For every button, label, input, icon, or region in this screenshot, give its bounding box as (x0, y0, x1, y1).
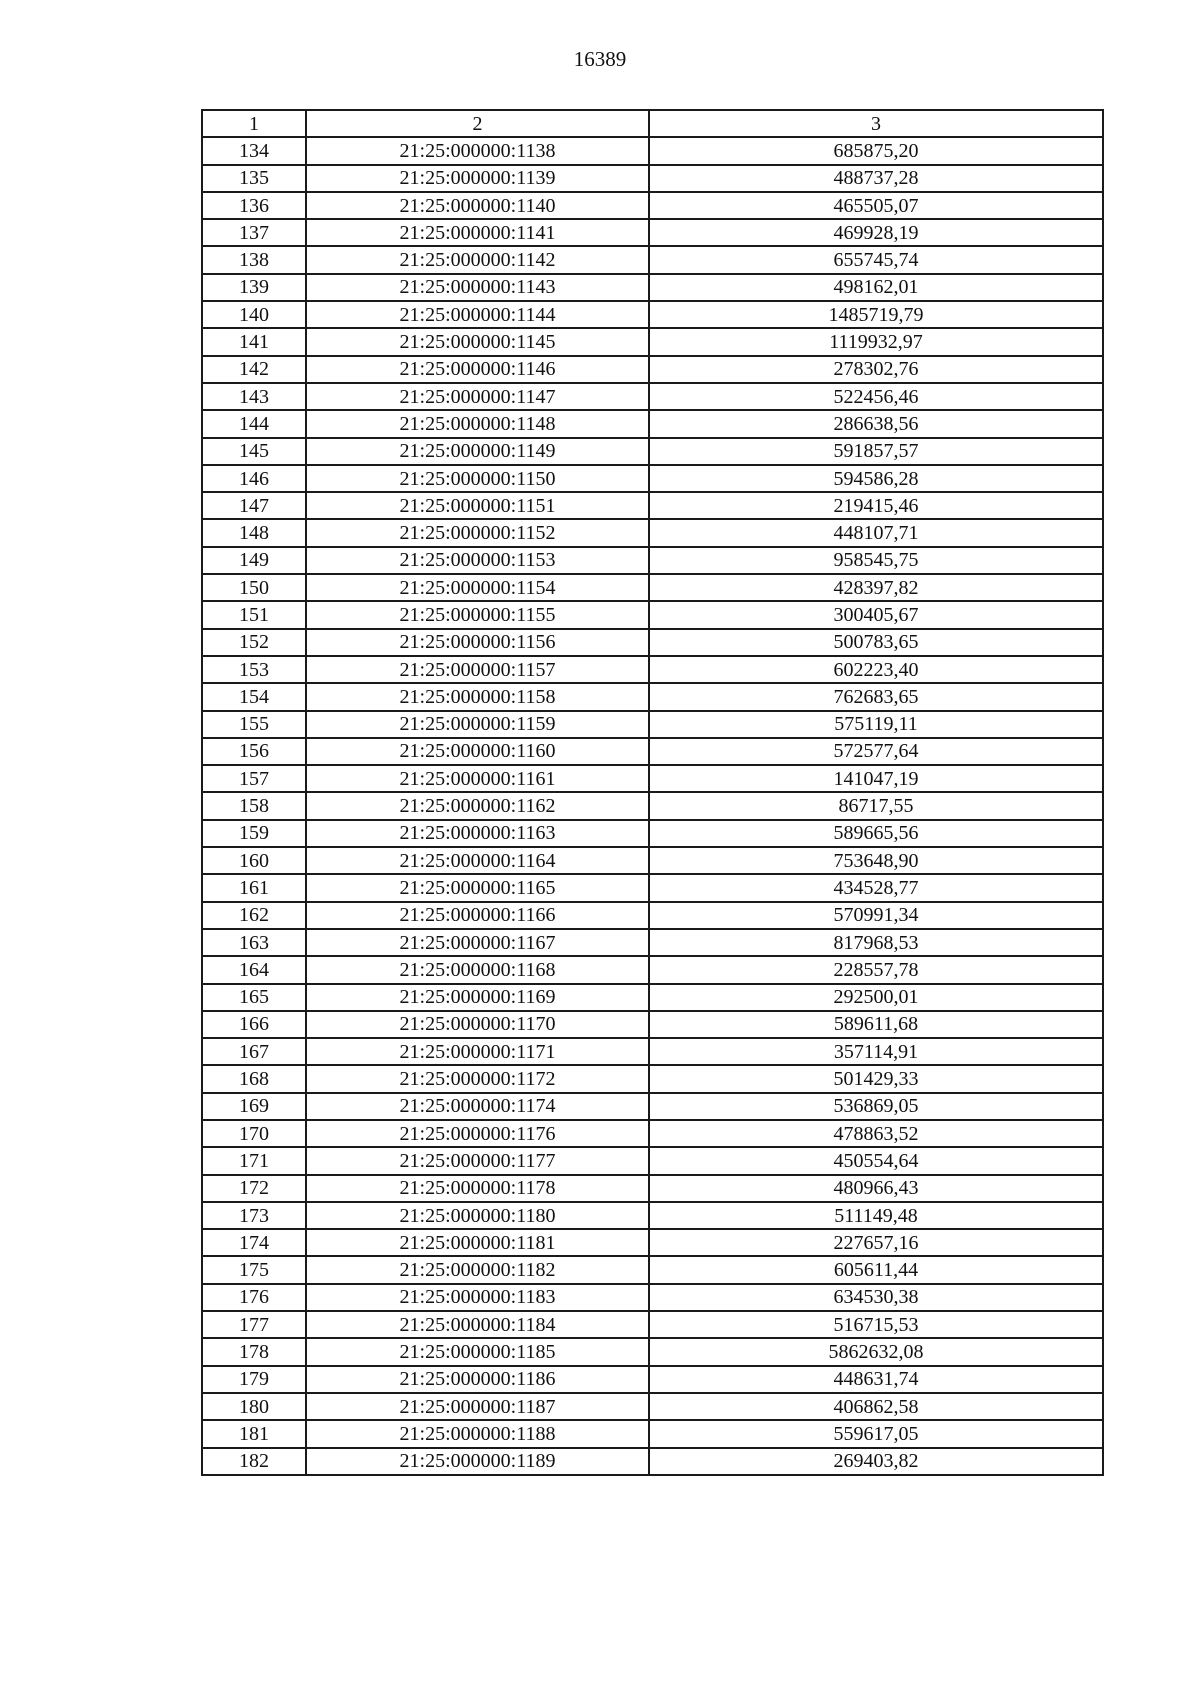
header-row (202, 110, 1103, 137)
table-row (202, 820, 1103, 847)
row-number-cell: 163 (202, 929, 306, 956)
row-number-cell: 170 (202, 1120, 306, 1147)
value-cell: 516715,53 (649, 1311, 1103, 1338)
row-number-cell: 156 (202, 738, 306, 765)
cadastral-number-cell: 21:25:000000:1167 (306, 929, 649, 956)
cadastral-number-cell: 21:25:000000:1176 (306, 1120, 649, 1147)
row-number-cell: 146 (202, 465, 306, 492)
value-cell: 448107,71 (649, 519, 1103, 546)
value-cell: 434528,77 (649, 874, 1103, 901)
value-cell: 278302,76 (649, 356, 1103, 383)
table-row (202, 547, 1103, 574)
table-header (202, 110, 1103, 137)
value-cell: 605611,44 (649, 1256, 1103, 1283)
value-cell: 570991,34 (649, 902, 1103, 929)
table-row (202, 192, 1103, 219)
row-number-cell: 136 (202, 192, 306, 219)
row-number-cell: 168 (202, 1065, 306, 1092)
value-cell: 227657,16 (649, 1229, 1103, 1256)
table-row (202, 1120, 1103, 1147)
table-row (202, 765, 1103, 792)
row-number-cell: 164 (202, 956, 306, 983)
table-row (202, 1366, 1103, 1393)
table-row (202, 465, 1103, 492)
cadastral-number-cell: 21:25:000000:1144 (306, 301, 649, 328)
table-row (202, 1011, 1103, 1038)
row-number-cell: 177 (202, 1311, 306, 1338)
cadastral-number-cell: 21:25:000000:1145 (306, 328, 649, 355)
row-number-cell: 171 (202, 1147, 306, 1174)
row-number-cell: 140 (202, 301, 306, 328)
table-row (202, 683, 1103, 710)
value-cell: 501429,33 (649, 1065, 1103, 1092)
value-cell: 602223,40 (649, 656, 1103, 683)
column-header-1: 1 (202, 110, 306, 137)
cadastral-number-cell: 21:25:000000:1189 (306, 1448, 649, 1475)
table-row (202, 1393, 1103, 1420)
cadastral-number-cell: 21:25:000000:1150 (306, 465, 649, 492)
cadastral-number-cell: 21:25:000000:1146 (306, 356, 649, 383)
column-header-2: 2 (306, 110, 649, 137)
cadastral-number-cell: 21:25:000000:1182 (306, 1256, 649, 1283)
value-cell: 5862632,08 (649, 1338, 1103, 1365)
value-cell: 286638,56 (649, 410, 1103, 437)
row-number-cell: 178 (202, 1338, 306, 1365)
table-row (202, 438, 1103, 465)
row-number-cell: 174 (202, 1229, 306, 1256)
table-row (202, 1448, 1103, 1475)
table-row (202, 1175, 1103, 1202)
cadastral-number-cell: 21:25:000000:1139 (306, 165, 649, 192)
table-row (202, 847, 1103, 874)
table-row (202, 902, 1103, 929)
cadastral-number-cell: 21:25:000000:1158 (306, 683, 649, 710)
cadastral-number-cell: 21:25:000000:1174 (306, 1093, 649, 1120)
row-number-cell: 176 (202, 1284, 306, 1311)
cadastral-number-cell: 21:25:000000:1160 (306, 738, 649, 765)
value-cell: 498162,01 (649, 274, 1103, 301)
table-row (202, 492, 1103, 519)
value-cell: 655745,74 (649, 246, 1103, 273)
row-number-cell: 159 (202, 820, 306, 847)
value-cell: 428397,82 (649, 574, 1103, 601)
cadastral-number-cell: 21:25:000000:1148 (306, 410, 649, 437)
value-cell: 406862,58 (649, 1393, 1103, 1420)
row-number-cell: 150 (202, 574, 306, 601)
value-cell: 559617,05 (649, 1420, 1103, 1447)
cadastral-number-cell: 21:25:000000:1147 (306, 383, 649, 410)
table-row (202, 1093, 1103, 1120)
table-row (202, 137, 1103, 164)
row-number-cell: 141 (202, 328, 306, 355)
value-cell: 469928,19 (649, 219, 1103, 246)
table-row (202, 246, 1103, 273)
row-number-cell: 137 (202, 219, 306, 246)
table-row (202, 219, 1103, 246)
row-number-cell: 172 (202, 1175, 306, 1202)
value-cell: 292500,01 (649, 984, 1103, 1011)
table-row (202, 984, 1103, 1011)
value-cell: 219415,46 (649, 492, 1103, 519)
value-cell: 589611,68 (649, 1011, 1103, 1038)
value-cell: 685875,20 (649, 137, 1103, 164)
row-number-cell: 160 (202, 847, 306, 874)
page-number: 16389 (573, 47, 627, 71)
table-row (202, 165, 1103, 192)
cadastral-number-cell: 21:25:000000:1183 (306, 1284, 649, 1311)
table-row (202, 1229, 1103, 1256)
table-row (202, 574, 1103, 601)
table-row (202, 1038, 1103, 1065)
cadastral-number-cell: 21:25:000000:1161 (306, 765, 649, 792)
row-number-cell: 157 (202, 765, 306, 792)
value-cell: 300405,67 (649, 601, 1103, 628)
cadastral-number-cell: 21:25:000000:1163 (306, 820, 649, 847)
table-row (202, 274, 1103, 301)
row-number-cell: 173 (202, 1202, 306, 1229)
cadastral-number-cell: 21:25:000000:1170 (306, 1011, 649, 1038)
table-row (202, 1147, 1103, 1174)
table-row (202, 711, 1103, 738)
row-number-cell: 147 (202, 492, 306, 519)
cadastral-number-cell: 21:25:000000:1152 (306, 519, 649, 546)
table-row (202, 929, 1103, 956)
value-cell: 480966,43 (649, 1175, 1103, 1202)
row-number-cell: 161 (202, 874, 306, 901)
row-number-cell: 143 (202, 383, 306, 410)
cadastral-number-cell: 21:25:000000:1181 (306, 1229, 649, 1256)
value-cell: 500783,65 (649, 629, 1103, 656)
table-row (202, 956, 1103, 983)
row-number-cell: 169 (202, 1093, 306, 1120)
row-number-cell: 149 (202, 547, 306, 574)
table-row (202, 792, 1103, 819)
table-row (202, 410, 1103, 437)
table-row (202, 519, 1103, 546)
row-number-cell: 179 (202, 1366, 306, 1393)
cadastral-number-cell: 21:25:000000:1177 (306, 1147, 649, 1174)
cadastral-number-cell: 21:25:000000:1159 (306, 711, 649, 738)
value-cell: 141047,19 (649, 765, 1103, 792)
row-number-cell: 148 (202, 519, 306, 546)
value-cell: 86717,55 (649, 792, 1103, 819)
cadastral-number-cell: 21:25:000000:1169 (306, 984, 649, 1011)
row-number-cell: 134 (202, 137, 306, 164)
row-number-cell: 154 (202, 683, 306, 710)
value-cell: 589665,56 (649, 820, 1103, 847)
cadastral-number-cell: 21:25:000000:1166 (306, 902, 649, 929)
table-row (202, 1338, 1103, 1365)
cadastral-number-cell: 21:25:000000:1151 (306, 492, 649, 519)
cadastral-number-cell: 21:25:000000:1154 (306, 574, 649, 601)
row-number-cell: 142 (202, 356, 306, 383)
table-row (202, 328, 1103, 355)
value-cell: 753648,90 (649, 847, 1103, 874)
cadastral-number-cell: 21:25:000000:1157 (306, 656, 649, 683)
row-number-cell: 144 (202, 410, 306, 437)
row-number-cell: 155 (202, 711, 306, 738)
cadastral-number-cell: 21:25:000000:1168 (306, 956, 649, 983)
value-cell: 448631,74 (649, 1366, 1103, 1393)
table-row (202, 629, 1103, 656)
value-cell: 1119932,97 (649, 328, 1103, 355)
row-number-cell: 151 (202, 601, 306, 628)
row-number-cell: 158 (202, 792, 306, 819)
row-number-cell: 181 (202, 1420, 306, 1447)
value-cell: 591857,57 (649, 438, 1103, 465)
cadastral-number-cell: 21:25:000000:1180 (306, 1202, 649, 1229)
table-row (202, 1202, 1103, 1229)
value-cell: 575119,11 (649, 711, 1103, 738)
column-header-3: 3 (649, 110, 1103, 137)
row-number-cell: 162 (202, 902, 306, 929)
cadastral-number-cell: 21:25:000000:1143 (306, 274, 649, 301)
value-cell: 762683,65 (649, 683, 1103, 710)
cadastral-number-cell: 21:25:000000:1165 (306, 874, 649, 901)
value-cell: 357114,91 (649, 1038, 1103, 1065)
cadastral-number-cell: 21:25:000000:1187 (306, 1393, 649, 1420)
cadastral-number-cell: 21:25:000000:1171 (306, 1038, 649, 1065)
value-cell: 536869,05 (649, 1093, 1103, 1120)
cadastral-number-cell: 21:25:000000:1186 (306, 1366, 649, 1393)
cadastral-number-cell: 21:25:000000:1162 (306, 792, 649, 819)
value-cell: 269403,82 (649, 1448, 1103, 1475)
value-cell: 478863,52 (649, 1120, 1103, 1147)
cadastral-number-cell: 21:25:000000:1156 (306, 629, 649, 656)
table-row (202, 738, 1103, 765)
table-row (202, 1311, 1103, 1338)
cadastral-number-cell: 21:25:000000:1141 (306, 219, 649, 246)
row-number-cell: 153 (202, 656, 306, 683)
cadastral-number-cell: 21:25:000000:1178 (306, 1175, 649, 1202)
table-row (202, 1284, 1103, 1311)
table-row (202, 601, 1103, 628)
value-cell: 634530,38 (649, 1284, 1103, 1311)
row-number-cell: 135 (202, 165, 306, 192)
cadastral-number-cell: 21:25:000000:1172 (306, 1065, 649, 1092)
data-table (201, 109, 1104, 1476)
value-cell: 511149,48 (649, 1202, 1103, 1229)
table-body (202, 137, 1103, 1475)
cadastral-number-cell: 21:25:000000:1149 (306, 438, 649, 465)
table-row (202, 1256, 1103, 1283)
cadastral-number-cell: 21:25:000000:1185 (306, 1338, 649, 1365)
cadastral-number-cell: 21:25:000000:1140 (306, 192, 649, 219)
row-number-cell: 152 (202, 629, 306, 656)
value-cell: 594586,28 (649, 465, 1103, 492)
row-number-cell: 175 (202, 1256, 306, 1283)
cadastral-number-cell: 21:25:000000:1164 (306, 847, 649, 874)
row-number-cell: 138 (202, 246, 306, 273)
table-row (202, 656, 1103, 683)
table-row (202, 356, 1103, 383)
cadastral-number-cell: 21:25:000000:1155 (306, 601, 649, 628)
value-cell: 450554,64 (649, 1147, 1103, 1174)
cadastral-number-cell: 21:25:000000:1153 (306, 547, 649, 574)
row-number-cell: 139 (202, 274, 306, 301)
row-number-cell: 167 (202, 1038, 306, 1065)
cadastral-number-cell: 21:25:000000:1184 (306, 1311, 649, 1338)
table-row (202, 1065, 1103, 1092)
value-cell: 1485719,79 (649, 301, 1103, 328)
row-number-cell: 165 (202, 984, 306, 1011)
table-row (202, 1420, 1103, 1447)
value-cell: 488737,28 (649, 165, 1103, 192)
table-row (202, 301, 1103, 328)
value-cell: 465505,07 (649, 192, 1103, 219)
row-number-cell: 145 (202, 438, 306, 465)
table-row (202, 383, 1103, 410)
row-number-cell: 182 (202, 1448, 306, 1475)
table-row (202, 874, 1103, 901)
cadastral-number-cell: 21:25:000000:1188 (306, 1420, 649, 1447)
cadastral-number-cell: 21:25:000000:1138 (306, 137, 649, 164)
value-cell: 817968,53 (649, 929, 1103, 956)
value-cell: 572577,64 (649, 738, 1103, 765)
value-cell: 522456,46 (649, 383, 1103, 410)
value-cell: 958545,75 (649, 547, 1103, 574)
cadastral-number-cell: 21:25:000000:1142 (306, 246, 649, 273)
value-cell: 228557,78 (649, 956, 1103, 983)
row-number-cell: 166 (202, 1011, 306, 1038)
row-number-cell: 180 (202, 1393, 306, 1420)
